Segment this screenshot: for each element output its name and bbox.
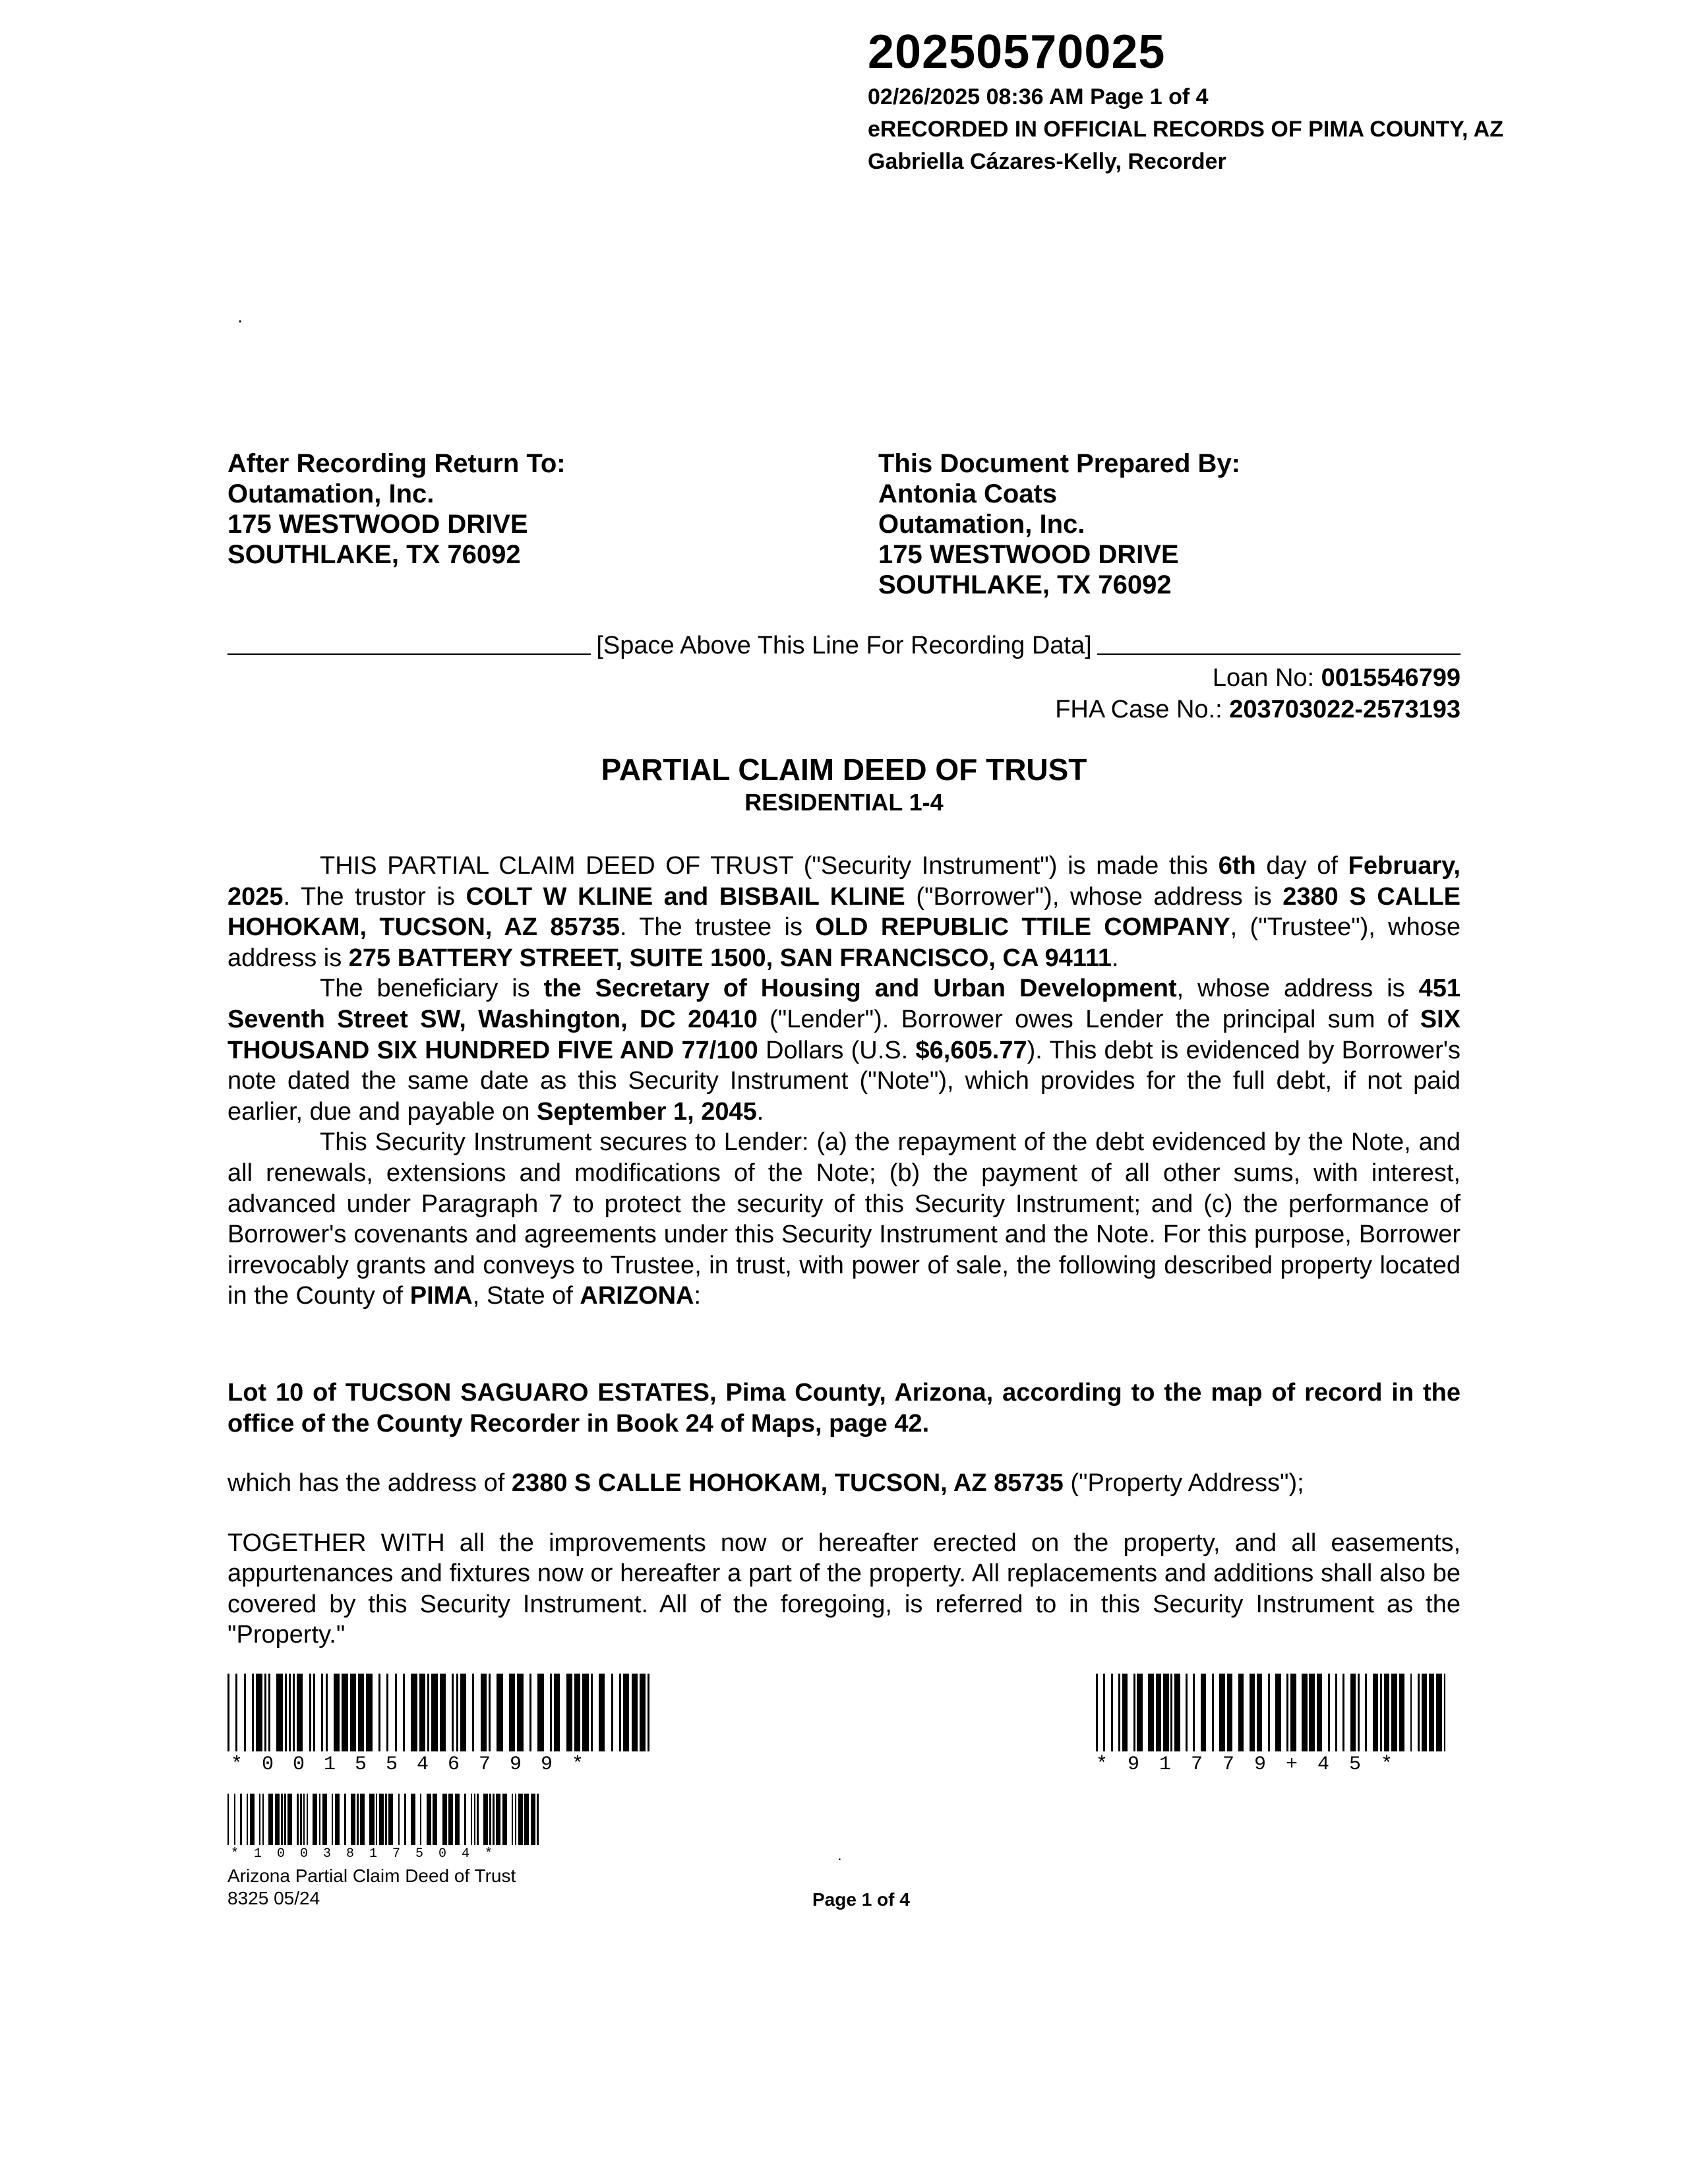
barcode-bar: [460, 1794, 464, 1845]
barcode-bar: [415, 1794, 420, 1845]
barcode-bar: [1404, 1674, 1410, 1751]
barcode-bar: [229, 1674, 235, 1751]
barcode-bar: [1445, 1674, 1451, 1751]
barcode-bar: [369, 1794, 374, 1845]
barcode-bar: [1302, 1674, 1308, 1751]
barcode-bar: [1105, 1674, 1111, 1751]
prepared-by-line: 175 WESTWOOD DRIVE: [878, 540, 1179, 569]
barcode-bar: [448, 1794, 453, 1845]
barcode-bar: [1201, 1674, 1207, 1751]
text-run: , ("Trustee"), whose address is: [227, 913, 1461, 972]
barcode-bar: [1296, 1674, 1302, 1751]
barcode-bar: [649, 1674, 655, 1751]
divider-line: [227, 651, 591, 655]
barcode-bar: [593, 1674, 599, 1751]
divider-line: [1097, 651, 1461, 655]
barcode-bar: [1309, 1674, 1315, 1751]
bold-text-run: 275 BATTERY STREET, SUITE 1500, SAN FRANCISCO, CA 94111: [348, 944, 1112, 972]
text-run: ). This debt is evidenced by Borrower's note dated the same date as this Security Instrument ("Note"), which provides for the full debt, if not paid earlier, due and payable on: [227, 1036, 1461, 1126]
barcode-bar: [509, 1674, 515, 1751]
barcode-bar: [1148, 1674, 1154, 1751]
barcode-bar: [1257, 1674, 1263, 1751]
barcode-bar: [517, 1674, 523, 1751]
barcode-bar: [1373, 1674, 1379, 1751]
barcode-bar: [1275, 1674, 1281, 1751]
barcode-bar: [544, 1674, 550, 1751]
form-code: 8325 05/24: [227, 1888, 320, 1908]
barcode-bar: [1337, 1674, 1343, 1751]
form-identifier: [227, 1865, 516, 1910]
barcode-bar: [1156, 1674, 1162, 1751]
barcode-bar: [574, 1674, 580, 1751]
barcode-bar: [605, 1674, 611, 1751]
barcode-bar: [566, 1674, 572, 1751]
barcode-bar: [1436, 1674, 1442, 1751]
barcode-bar: [373, 1674, 378, 1751]
bold-text-run: PIMA: [409, 1282, 473, 1310]
barcode-bar: [503, 1674, 509, 1751]
barcode-bar: [366, 1674, 372, 1751]
barcode-bar: [1238, 1674, 1244, 1751]
barcode-bar: [1412, 1674, 1418, 1751]
barcode-bar: [276, 1674, 282, 1751]
barcode-bar: [1163, 1674, 1169, 1751]
barcode-bar: [421, 1794, 426, 1845]
barcode-bar: [334, 1674, 340, 1751]
form-barcode: [227, 1794, 544, 1845]
barcode-bar: [406, 1794, 411, 1845]
barcode-bar: [411, 1794, 415, 1845]
barcode-bar: [1137, 1674, 1143, 1751]
loan-label: Loan No:: [1212, 664, 1321, 692]
barcode-bar: [242, 1794, 247, 1845]
barcode-bar: [1232, 1674, 1238, 1751]
barcode-bar: [531, 1794, 535, 1845]
text-run: ("Property Address");: [1063, 1469, 1304, 1498]
barcode-bar: [350, 1674, 356, 1751]
bold-text-run: February, 2025: [227, 852, 1461, 911]
barcode-bar: [537, 1674, 543, 1751]
document-subtitle: RESIDENTIAL 1-4: [744, 789, 944, 816]
barcode-bar: [360, 1794, 365, 1845]
barcode-bar: [250, 1794, 255, 1845]
barcode-bar: [358, 1674, 364, 1751]
barcode-bar: [1174, 1674, 1180, 1751]
recording-data-divider: [227, 630, 1461, 660]
return-to-block: [227, 448, 566, 570]
bold-text-run: 451 Seventh Street SW, Washington, DC 20410: [227, 975, 1461, 1033]
barcode-bar: [1128, 1674, 1133, 1751]
barcode-bar: [1195, 1674, 1201, 1751]
bold-text-run: COLT W KLINE and BISBAIL KLINE: [466, 882, 905, 911]
text-run: . The trustee is: [620, 913, 816, 942]
document-body: [227, 851, 1461, 1651]
bold-text-run: 6th: [1218, 852, 1256, 880]
barcode-bar: [388, 1674, 394, 1751]
text-run: Dollars (U.S.: [758, 1036, 916, 1064]
barcode-bar: [297, 1674, 303, 1751]
barcode-bar: [1262, 1674, 1268, 1751]
paragraph-property-address: [227, 1468, 1461, 1499]
barcode-bar: [315, 1674, 321, 1751]
return-to-line: 175 WESTWOOD DRIVE: [227, 510, 528, 539]
barcode-bar: [313, 1794, 317, 1845]
space-above-text: [Space Above This Line For Recording Data]: [596, 632, 1092, 659]
barcode-bar: [497, 1674, 502, 1751]
barcode-bar: [256, 1674, 262, 1751]
barcode-bar: [431, 1674, 437, 1751]
text-run: This Security Instrument secures to Lender: (a) the repayment of the debt evidenced by the Note, and all renewals, extensions and modifications of the Note; (b) the payment of all other sums, with interest, advanced under Paragraph 7 to protect the security of this Security Instrument; and (c) the performance of Borrower's covenants and agreements under this Security Instrument and the Note. For this purpose, Borrower irrevocably grants and conveys to Trustee, in trust, with power of sale, the following described property located in the County of: [227, 1128, 1461, 1310]
barcode-bar: [270, 1674, 276, 1751]
recording-office: eRECORDED IN OFFICIAL RECORDS OF PIMA COUNTY, AZ: [868, 117, 1504, 142]
barcode-bar: [229, 1794, 233, 1845]
barcode-bar: [466, 1674, 472, 1751]
scan-speck: .: [837, 1846, 842, 1864]
barcode-bar: [411, 1674, 417, 1751]
bold-text-run: $6,605.77: [915, 1036, 1027, 1064]
bold-text-run: September 1, 2045: [537, 1097, 757, 1126]
barcode-bar: [1350, 1674, 1356, 1751]
barcode-bar: [346, 1794, 351, 1845]
form-barcode-caption: *1003817504*: [231, 1846, 508, 1862]
text-run: ("Borrower"), whose address is: [905, 882, 1283, 911]
prepared-by-line: Antonia Coats: [878, 479, 1058, 508]
barcode-bar: [560, 1674, 566, 1751]
barcode-bar: [246, 1674, 252, 1751]
barcode-bar: [599, 1674, 605, 1751]
barcode-bar: [397, 1674, 403, 1751]
text-run: which has the address of: [227, 1469, 512, 1498]
text-run: .: [756, 1097, 764, 1126]
barcode-bar: [303, 1674, 309, 1751]
barcode-bar: [1399, 1674, 1405, 1751]
barcode-bar: [507, 1794, 512, 1845]
barcode-bar: [1270, 1674, 1276, 1751]
bold-text-run: 2380 S CALLE HOHOKAM, TUCSON, AZ 85735: [511, 1469, 1064, 1498]
barcode-bar: [1180, 1674, 1186, 1751]
barcode-bar: [1344, 1674, 1350, 1751]
barcode-bar: [287, 1794, 292, 1845]
barcode-bar: [380, 1674, 386, 1751]
paragraph-security: [227, 1127, 1461, 1312]
prepared-by-block: [878, 448, 1240, 600]
barcode-bar: [1250, 1674, 1255, 1751]
barcode-bar: [640, 1674, 646, 1751]
barcode-bar: [460, 1674, 466, 1751]
text-run: :: [694, 1282, 702, 1310]
barcode-bar: [405, 1674, 411, 1751]
text-run: , State of: [472, 1282, 580, 1310]
barcode-bar: [335, 1794, 340, 1845]
barcode-bar: [491, 1674, 497, 1751]
barcode-bar: [340, 1794, 344, 1845]
barcode-bar: [1384, 1674, 1390, 1751]
barcode-bar: [632, 1674, 638, 1751]
barcode-bar: [393, 1794, 398, 1845]
barcode-bar: [1143, 1674, 1149, 1751]
barcode-bar: [446, 1674, 452, 1751]
barcode-bar: [268, 1794, 273, 1845]
barcode-bar: [481, 1674, 487, 1751]
case-barcode-caption: *91779+45*: [1096, 1753, 1413, 1776]
barcode-bar: [433, 1794, 437, 1845]
document-title: PARTIAL CLAIM DEED OF TRUST: [601, 752, 1087, 787]
text-run: . The trustor is: [283, 882, 466, 911]
barcode-bar: [1429, 1674, 1435, 1751]
loan-info: [1055, 662, 1461, 725]
barcode-bar: [442, 1794, 447, 1845]
barcode-bar: [1188, 1674, 1193, 1751]
bold-text-run: 2380 S CALLE HOHOKAM, TUCSON, AZ 85735: [227, 882, 1461, 942]
return-to-line: Outamation, Inc.: [227, 479, 435, 508]
barcode-bar: [419, 1674, 425, 1751]
prepared-by-line: SOUTHLAKE, TX 76092: [878, 570, 1172, 599]
page-number: Page 1 of 4: [812, 1889, 910, 1910]
barcode-bar: [1113, 1674, 1119, 1751]
recording-number: 20250570025: [868, 26, 1166, 78]
barcode-bar: [1227, 1674, 1233, 1751]
case-barcode: [1096, 1674, 1452, 1751]
bold-text-run: SIX THOUSAND SIX HUNDRED FIVE AND 77/100: [227, 1005, 1461, 1064]
text-run: THIS PARTIAL CLAIM DEED OF TRUST ("Security Instrument") is made this: [320, 852, 1219, 880]
barcode-bar: [255, 1794, 259, 1845]
barcode-bar: [554, 1674, 560, 1751]
barcode-bar: [388, 1794, 393, 1845]
barcode-bar: [379, 1794, 384, 1845]
scan-speck: .: [237, 305, 243, 327]
text-run: day of: [1255, 852, 1348, 880]
return-to-heading: After Recording Return To:: [227, 449, 566, 478]
barcode-bar: [1098, 1674, 1104, 1751]
barcode-bar: [466, 1794, 471, 1845]
recorder-name: Gabriella Cázares-Kelly, Recorder: [868, 149, 1226, 174]
barcode-bar: [235, 1794, 240, 1845]
barcode-bar: [1422, 1674, 1428, 1751]
barcode-bar: [502, 1794, 507, 1845]
bold-text-run: OLD REPUBLIC TTILE COMPANY: [815, 913, 1230, 942]
recording-date-page: 02/26/2025 08:36 AM Page 1 of 4: [868, 84, 1209, 109]
return-to-line: SOUTHLAKE, TX 76092: [227, 540, 521, 569]
barcode-bar: [1122, 1674, 1128, 1751]
barcode-bar: [264, 1794, 268, 1845]
barcode-bar: [1360, 1674, 1366, 1751]
text-run: , whose address is: [1176, 975, 1419, 1003]
barcode-bar: [483, 1794, 488, 1845]
fha-case-number: 203703022-2573193: [1229, 696, 1461, 723]
barcode-bar: [539, 1794, 543, 1845]
barcode-bar: [1330, 1674, 1336, 1751]
barcode-bar: [613, 1674, 619, 1751]
barcode-bar: [365, 1794, 369, 1845]
barcode-bar: [437, 1794, 442, 1845]
barcode-bar: [524, 1674, 529, 1751]
barcode-bar: [292, 1794, 297, 1845]
form-name: Arizona Partial Claim Deed of Trust: [227, 1866, 516, 1886]
barcode-bar: [1214, 1674, 1220, 1751]
paragraph-together-with: TOGETHER WITH all the improvements now or hereafter erected on the property, and all easements, appurtenances and fixtures now or hereafter a part of the property. All replacements and additions shall also be covered by this Security Instrument. All of the foregoing, is referred to in this Security Instrument as the "Property.": [227, 1529, 1461, 1649]
barcode-bar: [623, 1674, 629, 1751]
barcode-bar: [327, 1794, 332, 1845]
barcode-bar: [1206, 1674, 1212, 1751]
barcode-bar: [427, 1794, 431, 1845]
barcode-bar: [496, 1794, 500, 1845]
bold-text-run: the Secretary of Housing and Urban Development: [543, 975, 1177, 1003]
barcode-bar: [351, 1794, 355, 1845]
barcode-bar: [308, 1794, 313, 1845]
barcode-bar: [524, 1794, 529, 1845]
fha-label: FHA Case No.:: [1055, 696, 1230, 723]
barcode-bar: [440, 1674, 446, 1751]
barcode-bar: [1317, 1674, 1323, 1751]
barcode-bar: [518, 1794, 523, 1845]
text-run: .: [1112, 944, 1119, 972]
barcode-bar: [1391, 1674, 1397, 1751]
barcode-bar: [322, 1794, 327, 1845]
paragraph-beneficiary: [227, 973, 1461, 1127]
barcode-bar: [328, 1674, 334, 1751]
barcode-bar: [1290, 1674, 1296, 1751]
barcode-bar: [342, 1674, 347, 1751]
barcode-bar: [1244, 1674, 1250, 1751]
text-run: The beneficiary is: [320, 975, 544, 1003]
barcode-bar: [455, 1794, 460, 1845]
barcode-bar: [275, 1794, 280, 1845]
barcode-bar: [400, 1794, 404, 1845]
loan-barcode-caption: *0015546799*: [231, 1753, 603, 1776]
barcode-bar: [1367, 1674, 1373, 1751]
barcode-bar: [1219, 1674, 1225, 1751]
barcode-bar: [1322, 1674, 1328, 1751]
barcode-bar: [474, 1674, 480, 1751]
bold-text-run: ARIZONA: [580, 1282, 694, 1310]
barcode-bar: [1281, 1674, 1287, 1751]
barcode-bar: [237, 1674, 243, 1751]
barcode-bar: [531, 1674, 537, 1751]
prepared-by-heading: This Document Prepared By:: [878, 449, 1241, 478]
loan-barcode: [227, 1674, 656, 1751]
paragraph-parties: [227, 851, 1461, 973]
text-run: ("Lender"). Borrower owes Lender the principal sum of: [757, 1005, 1420, 1033]
prepared-by-line: Outamation, Inc.: [878, 510, 1085, 539]
loan-number: 0015546799: [1321, 664, 1461, 692]
barcode-bar: [479, 1794, 483, 1845]
barcode-bar: [582, 1674, 588, 1751]
legal-description: Lot 10 of TUCSON SAGUARO ESTATES, Pima County, Arizona, according to the map of record in the office of the County Recorder in Book 24 of Maps, page 42.: [227, 1378, 1461, 1438]
